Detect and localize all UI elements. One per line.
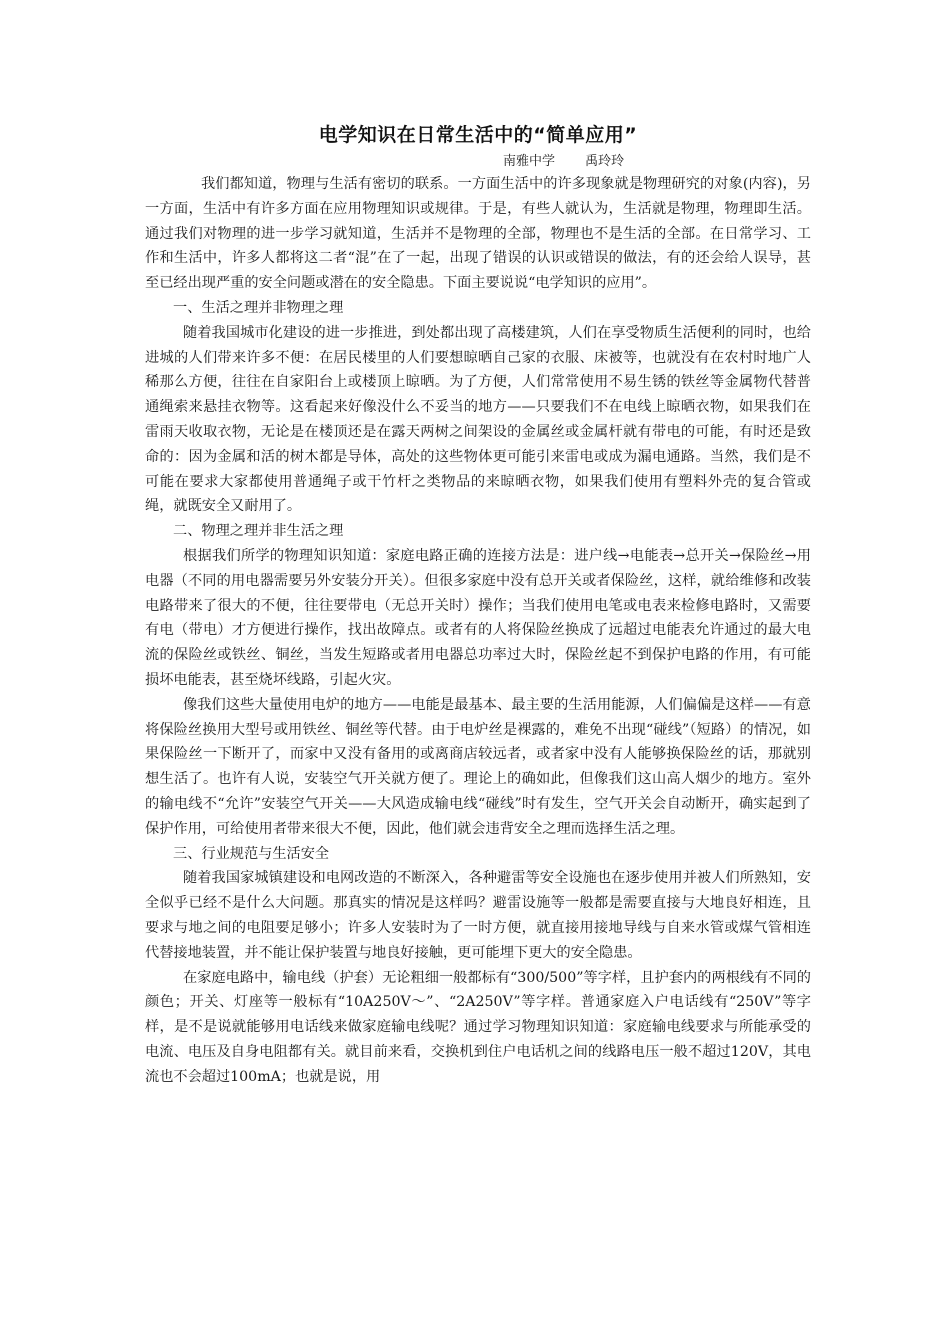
body-paragraph: 随着我国城市化建设的进一步推进，到处都出现了高楼建筑，人们在享受物质生活便利的同时，也给进城的人们带来许多不便：在居民楼里的人们要想晾晒自己家的衣服、床被等，也就没有在农村时地广人稀那么方便，往往在自家阳台上或楼顶上晾晒。为了方便，人们常常使用不易生锈的铁丝等金属物代替普通绳索来悬挂衣物等。这看起来好像没什么不妥当的地方——只要我们不在电线上晾晒衣物，如果我们在雷雨天收取衣物，无论是在楼顶还是在露天两树之间架设的金属丝或金属杆就有带电的可能，有时还是致命的：因为金属和活的树木都是导体，高处的这些物体更可能引来雷电或成为漏电通路。当然，我们是不可能在要求大家都使用普通绳子或干竹杆之类物品的来晾晒衣物，如果我们使用有塑料外壳的复合管或绳，就既安全又耐用了。 — [145, 324, 811, 515]
author-name: 禹玲玲 — [585, 154, 625, 169]
body-paragraph: 根据我们所学的物理知识知道：家庭电路正确的连接方法是：进户线→电能表→总开关→保险丝→用电器（不同的用电器需要另外安装分开关）。但很多家庭中没有总开关或者保险丝，这样，就给维修和改装电路带来了很大的不便，往往要带电（无总开关时）操作；当我们使用电笔或电表来检修电路时，又需要有电（带电）才方便进行操作，找出故障点。或者有的人将保险丝换成了远超过电能表允许通过的最大电流的保险丝或铁丝、铜丝，当发生短路或者用电器总功率过大时，保险丝起不到保护电路的作用，有可能损坏电能表，甚至烧坏线路，引起火灾。 — [145, 547, 811, 688]
section-2 — [145, 519, 811, 841]
section-3 — [145, 842, 811, 1090]
section-heading: 二、物理之理并非生活之理 — [173, 523, 344, 540]
section-heading: 一、生活之理并非物理之理 — [173, 299, 344, 316]
section-1 — [145, 296, 811, 519]
document-page — [145, 118, 811, 1089]
body-paragraph: 随着我国家城镇建设和电网改造的不断深入，各种避雷等安全设施也在逐步使用并被人们所熟知，安全似乎已经不是什么大问题。那真实的情况是这样吗？避雷设施等一般都是需要直接与大地良好相连，且要求与地之间的电阻要足够小；许多人安装时为了一时方便，就直接用接地导线与自来水管或煤气管相连代替接地装置，并不能让保护装置与地良好接触，更可能埋下更大的安全隐患。 — [145, 870, 811, 961]
body-paragraph: 像我们这些大量使用电炉的地方——电能是最基本、最主要的生活用能源，人们偏偏是这样——有意将保险丝换用大型号或用铁丝、铜丝等代替。由于电炉丝是裸露的，难免不出现“碰线”（短路）的情况，如果保险丝一下断开了，而家中又没有备用的或离商店较远者，或者家中没有人能够换保险丝的话，那就别想生活了。也许有人说，安装空气开关就方便了。理论上的确如此，但像我们这山高人烟少的地方。室外的输电线不“允许”安装空气开关——大风造成输电线“碰线”时有发生，空气开关会自动断开，确实起到了保护作用，可给使用者带来很大不便，因此，他们就会违背安全之理而选择生活之理。 — [145, 696, 811, 837]
body-paragraph: 在家庭电路中，输电线（护套）无论粗细一般都标有“300/500”等字样，且护套内的两根线有不同的颜色；开关、灯座等一般标有“10A250V～”、“2A250V”等字样。普通家庭入户电话线有“250V”等字样，是不是说就能够用电话线来做家庭输电线呢？通过学习物理知识知道：家庭输电线要求与所能承受的电流、电压及自身电阻都有关。就目前来看，交换机到住户电话机之间的线路电压一般不超过120V，其电流也不会超过100mA；也就是说，用 — [145, 969, 811, 1085]
document-title: 电学知识在日常生活中的“简单应用” — [318, 124, 638, 146]
section-heading: 三、行业规范与生活安全 — [173, 845, 330, 862]
author-byline — [145, 152, 811, 172]
intro-paragraph: 我们都知道，物理与生活有密切的联系。一方面生活中的许多现象就是物理研究的对象(内容)，另一方面，生活中有许多方面在应用物理知识或规律。于是，有些人就认为，生活就是物理，物理即生活。通过我们对物理的进一步学习就知道，生活并不是物理的全部，物理也不是生活的全部。在日常学习、工作和生活中，许多人都将这二者“混”在了一起，出现了错误的认识或错误的做法，有的还会给人误导，甚至已经出现严重的安全问题或潜在的安全隐患。下面主要说说“电学知识的应用”。 — [145, 176, 811, 292]
author-school: 南雅中学 — [503, 154, 556, 169]
